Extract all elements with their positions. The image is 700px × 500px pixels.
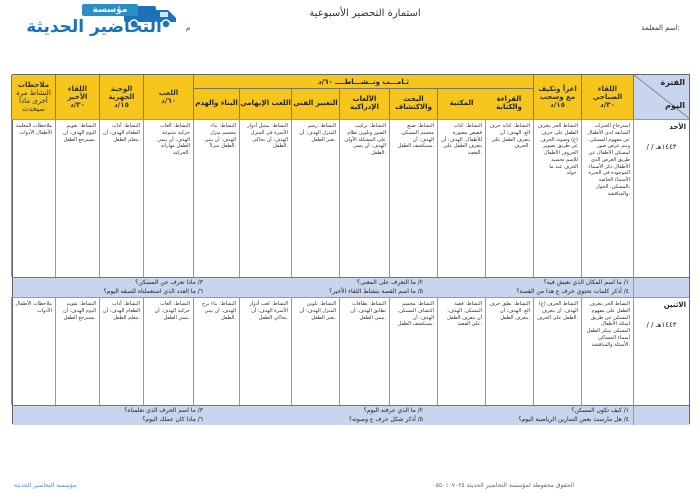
day-name: الأحد — [669, 123, 686, 131]
col-outdoor-label: اللعب — [158, 88, 179, 97]
day-cell — [633, 297, 689, 405]
col-reading: القراءة والكتابة — [496, 95, 522, 111]
teacher-name-label: اسم المعلمة: — [641, 24, 680, 32]
cell-ready: النشاط الحرف (ع) الهدف: أن يتعرف الطفل على الحرف. — [533, 297, 581, 405]
day-date: / / ١٤٤٣هـ — [646, 143, 677, 151]
cell-outdoor: النشاط: ألعاب حركية متنوعة الهدف: أن ينمي الطفل مهاراته الحركية. — [143, 119, 193, 277]
school-label: م — [186, 24, 191, 32]
footer-brand: مؤسسة التحاضير الحديثة — [14, 482, 77, 489]
cell-library: النشاط: كتاب قصص مصورة للأطفال. الهدف: أن يتعرف الطفل على القصة. — [437, 119, 485, 277]
question-item: ٦/ ماذا كان عملك اليوم؟ — [142, 416, 203, 423]
col-last-label: اللقاء — [67, 84, 88, 93]
col-header-morning — [581, 75, 633, 119]
cell-last: النشاط: تقويم اليوم الهدف: أن يسترجع الطفل. — [55, 297, 99, 405]
cell-pretend: النشاط: لعب أدوار الأسرة الهدف: أن يحاكي الطفل. — [239, 297, 291, 405]
cell-discovery: النشاط: صنع مجسم المسكن. الهدف: أن يستكشف الطفل. — [389, 119, 437, 277]
col-outdoor-time: ٦٠/د — [161, 97, 176, 105]
cell-outdoor: النشاط: ألعاب حركية الهدف: أن ينمي الطفل. — [143, 297, 193, 405]
col-header-notes — [11, 75, 55, 119]
cell-puzzles: النشاط: تركيب الصور وتلوين نظام على المشكلة الأولى الهدف: أن ينمي الطفل. — [339, 119, 389, 277]
col-art: التعبير الفني — [291, 89, 339, 119]
question-item: ٣/ ما اسم الحرف الذي تعلمناه؟ — [124, 407, 203, 414]
cell-puzzles: النشاط: بطاقات تطابق الهدف: أن ينمي الطفل. — [339, 297, 389, 405]
cell-morning: النشاط الحر يتعرف الطفل على مفهوم المسكن عن طريق اسئلة الأطفال المسكن بيتكر الطفل أسماء المساكن الأسئلة والمناقشة. — [581, 297, 633, 405]
day-period-header — [633, 75, 689, 119]
col-notes-sub: النشاط مرة أخرى ماذا سيحدث — [16, 88, 51, 114]
question-item: ١/ ما اسم المكان الذي نعيش فيه؟ — [543, 279, 629, 286]
col-header-last — [55, 75, 99, 119]
col-pretend: اللعب الإيهامي — [239, 89, 291, 119]
question-item: ٥/ أذكر شكل حرف ع وصوته؟ — [348, 416, 423, 423]
col-last-time: ٣٠/د — [70, 101, 85, 110]
cell-building: النشاط: بناء مجسم منزل الهدف: أن يبني الطفل منزلاً. — [193, 119, 239, 277]
col-notes-label: ملاحظات — [17, 80, 50, 89]
play-group-title: ثـامـــب ونــشـــاطــــ ٦٠/د — [194, 75, 533, 89]
col-meal-time: ١٥/د — [114, 101, 129, 110]
footer-rights: الحقوق محفوظة لمؤسسة التحاضير الحديثة ٠٥٥٠١٠٧٠٢٥ — [432, 482, 574, 489]
col-building: البناء والهدم — [193, 89, 239, 119]
col-meal-label: الوجبة — [110, 84, 133, 93]
question-item: ٢/ ما الذي عرفته اليوم؟ — [363, 407, 423, 414]
cell-meal: النشاط: آداب الطعام الهدف: أن يتعلم الطفل. — [99, 119, 143, 277]
period-label: الفترة — [660, 78, 685, 87]
cell-pretend: النشاط: تمثيل أدوار الأسرة في المنزل الهدف: أن يحاكي الطفل. — [239, 119, 291, 277]
col-ready-time: ١٥/د — [550, 101, 565, 110]
question-item: ١/ كيف تكون المسكن؟ — [571, 407, 629, 414]
col-last-sub: الأخير — [67, 92, 88, 101]
document-title: استمارة التحضير الأسبوعية — [309, 8, 421, 19]
col-header-outdoor — [143, 75, 193, 119]
cell-last: النشاط: تقويم اليوم الهدف: أن يسترجع الطفل. — [55, 119, 99, 277]
day-row — [13, 119, 689, 297]
cell-reading: النشاط: نطق حرف الع. الهدف: أن يتعرف الطفل. — [485, 297, 533, 405]
cell-notes: ملاحظات الأطفال الأدوات — [11, 297, 55, 405]
col-meal-sub: الجهرية — [108, 92, 135, 101]
col-ready-sub: مع وسحب — [539, 92, 576, 101]
question-item: ٣/ ماذا تعرف عن المسكن؟ — [135, 279, 203, 286]
cell-meal: النشاط: آداب الطعام الهدف: أن يتعلم الطفل. — [99, 297, 143, 405]
col-header-play-group — [193, 75, 533, 119]
col-morning-label: اللقاء الصباحي — [592, 84, 623, 101]
col-discovery: البحث والاكتشاف — [389, 89, 437, 119]
col-puzzles: الألعاب الإدراكية — [339, 89, 389, 119]
questions-bar — [13, 277, 633, 297]
col-library: المكتبة — [437, 89, 485, 119]
question-item: ٤/ هل مارست بعض التمارين الرياضية اليوم؟ — [518, 416, 629, 423]
cell-reading: النشاط: كتابة حرف الع. الهدف: أن يتعرف الطفل على الحرف. — [485, 119, 533, 277]
col-ready-label: اعرأ وتكيف — [538, 84, 577, 93]
day-date: / / ١٤٤٣هـ — [646, 321, 677, 329]
questions-bar — [13, 405, 633, 425]
cell-art: النشاط: رسم المنزل الهدف: أن يعبر الطفل. — [291, 119, 339, 277]
cell-morning: استرجاع الخبرات السابقة لدى الأطفال عن مفهوم المسكن . ويتم عرض صور لمسكن الأطفال عن طريق العرض الذي الأطفال ذكر الأسماء الموجودة في الخبرة الأسماء الخاصة بالمسكن، الحوار والمناقشة. — [581, 119, 633, 277]
questions-bar-day — [633, 405, 689, 425]
day-cell — [633, 119, 689, 277]
logo-subtitle: مؤسسة — [82, 4, 138, 16]
question-item: ٥/ ما اسم القصة بنشاط اللقاء الأخير؟ — [329, 288, 423, 295]
col-header-meal — [99, 75, 143, 119]
col-morning-time: ٣٠/د — [600, 101, 615, 110]
cell-notes: ملاحظات المعلمة الأطفال الأدوات — [11, 119, 55, 277]
questions-bar-day — [633, 277, 689, 297]
cell-ready: النشاط الحر يتعرف الطفل على حرف (ع) وصوته الحرف عن طريق تصوير الحروف الأطفال للإسم تجسيد الحرف عند ما حوله. — [533, 119, 581, 277]
cell-building: النشاط: بناء برج الهدف: أن يبني الطفل. — [193, 297, 239, 405]
logo-title: التحاضير الحديثة — [26, 17, 162, 37]
cell-art: النشاط: تلوين المنزل الهدف: أن يعبر الطفل. — [291, 297, 339, 405]
brand-logo — [4, 2, 180, 42]
question-item: ٤/ أذكر كلمات تحتوي حرف ع هذا من القصة؟ — [516, 288, 629, 295]
cell-library: النشاط: قصة المسكن. الهدف: أن يتعرف الطفل على القصة. — [437, 297, 485, 405]
weekly-plan-table — [12, 74, 690, 424]
cell-discovery: النشاط: مجسم اكتشاف المسكن. الهدف: أن يستكشف الطفل. — [389, 297, 437, 405]
question-item: ٢/ ما التعرف على المعنى؟ — [356, 279, 423, 286]
day-name: الاثنين — [663, 301, 686, 309]
day-label: اليوم — [665, 101, 685, 110]
day-row — [13, 297, 689, 425]
col-header-ready — [533, 75, 581, 119]
question-item: ٦/ ما العدد الذي استعملناه للصقه اليوم؟ — [103, 288, 203, 295]
